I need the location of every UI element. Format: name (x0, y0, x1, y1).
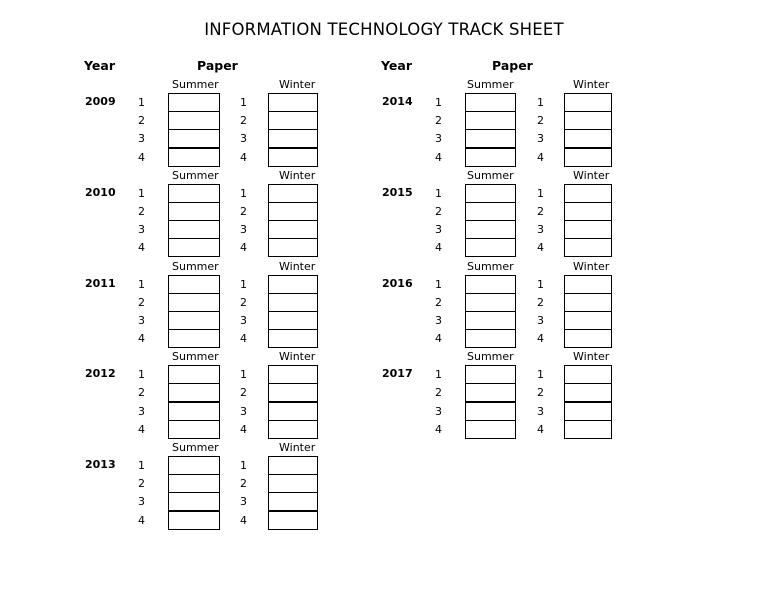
summer-paper-4-box[interactable] (168, 148, 220, 167)
year-section (381, 78, 631, 169)
summer-paper-4-box[interactable] (168, 511, 220, 530)
winter-paper-number: 2 (240, 114, 247, 128)
summer-paper-number: 1 (138, 368, 145, 382)
winter-paper-number: 1 (537, 277, 544, 291)
winter-paper-number: 3 (537, 223, 544, 237)
summer-paper-1-box[interactable] (465, 365, 516, 384)
year-label: 2013 (85, 458, 116, 471)
summer-paper-1-box[interactable] (465, 275, 516, 294)
winter-paper-number: 4 (240, 332, 247, 346)
year-section (84, 169, 334, 260)
summer-paper-number: 1 (435, 368, 442, 382)
summer-label: Summer (467, 78, 514, 91)
summer-paper-number: 3 (435, 313, 442, 327)
summer-paper-2-box[interactable] (168, 293, 220, 312)
summer-paper-1-box[interactable] (168, 93, 220, 112)
summer-label: Summer (467, 350, 514, 364)
winter-paper-3-box[interactable] (564, 129, 612, 148)
winter-paper-1-box[interactable] (564, 275, 612, 294)
summer-label: Summer (172, 350, 219, 364)
summer-label: Summer (172, 78, 219, 91)
summer-paper-2-box[interactable] (465, 383, 516, 402)
summer-paper-number: 3 (138, 313, 145, 327)
year-label: 2009 (85, 95, 116, 108)
summer-paper-1-box[interactable] (465, 184, 516, 203)
winter-paper-number: 2 (240, 295, 247, 309)
summer-paper-number: 1 (138, 96, 145, 109)
winter-paper-number: 1 (537, 186, 544, 200)
summer-paper-number: 2 (435, 295, 442, 309)
year-header-right: Year (381, 58, 412, 73)
summer-paper-number: 4 (435, 241, 442, 255)
winter-paper-number: 4 (537, 422, 544, 436)
winter-paper-2-box[interactable] (268, 474, 318, 493)
winter-paper-1-box[interactable] (268, 275, 318, 294)
winter-paper-4-box[interactable] (564, 329, 612, 348)
winter-paper-2-box[interactable] (564, 202, 612, 221)
winter-paper-number: 3 (240, 404, 247, 418)
winter-label: Winter (573, 350, 610, 364)
winter-paper-number: 4 (240, 241, 247, 255)
winter-paper-2-box[interactable] (564, 383, 612, 402)
winter-paper-number: 4 (240, 150, 247, 164)
year-label: 2016 (382, 276, 413, 290)
summer-paper-number: 3 (138, 495, 145, 509)
winter-paper-number: 4 (537, 150, 544, 164)
summer-paper-number: 1 (138, 277, 145, 291)
winter-paper-4-box[interactable] (268, 420, 318, 439)
year-section (381, 169, 631, 260)
year-section (84, 350, 334, 441)
winter-label: Winter (279, 350, 316, 364)
winter-paper-number: 3 (537, 313, 544, 327)
summer-paper-3-box[interactable] (465, 129, 516, 148)
summer-paper-number: 2 (138, 204, 145, 218)
winter-paper-number: 1 (537, 96, 544, 109)
summer-paper-2-box[interactable] (465, 293, 516, 312)
winter-paper-number: 1 (240, 96, 247, 109)
summer-label: Summer (172, 168, 219, 182)
page-title: INFORMATION TECHNOLOGY TRACK SHEET (204, 20, 564, 39)
winter-paper-2-box[interactable] (268, 202, 318, 221)
summer-paper-number: 4 (435, 150, 442, 164)
winter-paper-3-box[interactable] (268, 311, 318, 330)
winter-paper-1-box[interactable] (564, 184, 612, 203)
summer-label: Summer (172, 259, 219, 273)
summer-paper-number: 3 (138, 223, 145, 237)
summer-paper-3-box[interactable] (168, 311, 220, 330)
winter-paper-number: 3 (240, 313, 247, 327)
summer-paper-2-box[interactable] (465, 202, 516, 221)
winter-paper-4-box[interactable] (564, 238, 612, 257)
summer-paper-4-box[interactable] (168, 420, 220, 439)
winter-paper-number: 4 (537, 241, 544, 255)
paper-header-left: Paper (197, 58, 238, 73)
winter-paper-number: 2 (537, 386, 544, 400)
summer-paper-3-box[interactable] (465, 311, 516, 330)
summer-paper-number: 4 (138, 422, 145, 436)
summer-paper-number: 4 (138, 150, 145, 164)
winter-paper-number: 3 (537, 132, 544, 146)
summer-paper-number: 2 (435, 204, 442, 218)
winter-paper-number: 2 (240, 477, 247, 491)
summer-paper-4-box[interactable] (168, 329, 220, 348)
winter-paper-2-box[interactable] (268, 293, 318, 312)
winter-paper-3-box[interactable] (564, 220, 612, 239)
winter-paper-2-box[interactable] (564, 111, 612, 130)
winter-label: Winter (279, 168, 316, 182)
winter-paper-number: 1 (537, 368, 544, 382)
summer-paper-3-box[interactable] (168, 129, 220, 148)
summer-paper-number: 4 (138, 241, 145, 255)
year-label: 2010 (85, 185, 116, 199)
summer-paper-2-box[interactable] (168, 202, 220, 221)
summer-paper-4-box[interactable] (465, 329, 516, 348)
winter-paper-number: 1 (240, 186, 247, 200)
summer-paper-number: 4 (138, 332, 145, 346)
summer-paper-number: 2 (138, 386, 145, 400)
summer-paper-4-box[interactable] (465, 238, 516, 257)
summer-paper-number: 4 (435, 332, 442, 346)
year-section (381, 260, 631, 351)
year-label: 2014 (382, 95, 413, 108)
winter-paper-4-box[interactable] (268, 148, 318, 167)
summer-paper-number: 2 (435, 386, 442, 400)
summer-paper-number: 1 (435, 277, 442, 291)
summer-paper-number: 1 (435, 96, 442, 109)
summer-paper-number: 1 (435, 186, 442, 200)
winter-paper-number: 3 (240, 223, 247, 237)
winter-paper-2-box[interactable] (564, 293, 612, 312)
year-section (84, 260, 334, 351)
summer-paper-number: 3 (435, 132, 442, 146)
summer-paper-3-box[interactable] (465, 220, 516, 239)
winter-paper-number: 2 (240, 386, 247, 400)
summer-paper-1-box[interactable] (168, 184, 220, 203)
summer-paper-number: 1 (138, 186, 145, 200)
winter-paper-4-box[interactable] (268, 238, 318, 257)
summer-label: Summer (467, 259, 514, 273)
winter-paper-2-box[interactable] (268, 111, 318, 130)
paper-header-right: Paper (492, 58, 533, 73)
summer-paper-3-box[interactable] (168, 402, 220, 421)
winter-label: Winter (573, 168, 610, 182)
winter-paper-number: 2 (537, 204, 544, 218)
summer-paper-4-box[interactable] (168, 238, 220, 257)
summer-paper-1-box[interactable] (168, 275, 220, 294)
year-label: 2017 (382, 367, 413, 381)
winter-paper-1-box[interactable] (268, 456, 318, 475)
summer-paper-number: 3 (435, 404, 442, 418)
summer-paper-number: 2 (435, 114, 442, 128)
winter-paper-number: 4 (537, 332, 544, 346)
summer-paper-3-box[interactable] (465, 402, 516, 421)
winter-paper-number: 2 (537, 114, 544, 128)
winter-paper-number: 4 (240, 422, 247, 436)
summer-paper-number: 1 (138, 459, 145, 472)
summer-paper-1-box[interactable] (168, 365, 220, 384)
winter-paper-3-box[interactable] (564, 311, 612, 330)
year-label: 2011 (85, 276, 116, 290)
winter-paper-1-box[interactable] (268, 365, 318, 384)
summer-paper-number: 3 (435, 223, 442, 237)
winter-paper-4-box[interactable] (564, 148, 612, 167)
winter-label: Winter (279, 259, 316, 273)
winter-paper-number: 1 (240, 277, 247, 291)
summer-label: Summer (467, 168, 514, 182)
summer-paper-1-box[interactable] (465, 93, 516, 112)
winter-paper-1-box[interactable] (268, 93, 318, 112)
winter-paper-1-box[interactable] (268, 184, 318, 203)
year-header-left: Year (84, 58, 115, 73)
winter-paper-number: 3 (240, 495, 247, 509)
summer-paper-number: 4 (435, 422, 442, 436)
summer-paper-3-box[interactable] (168, 220, 220, 239)
winter-paper-number: 1 (240, 459, 247, 472)
summer-paper-number: 3 (138, 132, 145, 146)
summer-paper-number: 2 (138, 477, 145, 491)
winter-paper-1-box[interactable] (564, 365, 612, 384)
winter-paper-number: 3 (240, 132, 247, 146)
year-label: 2012 (85, 367, 116, 381)
summer-paper-number: 4 (138, 513, 145, 527)
year-section (84, 441, 334, 532)
summer-paper-1-box[interactable] (168, 456, 220, 475)
summer-paper-2-box[interactable] (168, 474, 220, 493)
winter-paper-number: 1 (240, 368, 247, 382)
summer-paper-2-box[interactable] (465, 111, 516, 130)
summer-label: Summer (172, 441, 219, 454)
summer-paper-4-box[interactable] (465, 420, 516, 439)
summer-paper-number: 3 (138, 404, 145, 418)
winter-paper-number: 4 (240, 513, 247, 527)
year-section (84, 78, 334, 169)
summer-paper-number: 2 (138, 295, 145, 309)
summer-paper-4-box[interactable] (465, 148, 516, 167)
winter-paper-4-box[interactable] (564, 420, 612, 439)
summer-paper-2-box[interactable] (168, 383, 220, 402)
year-label: 2015 (382, 185, 413, 199)
winter-paper-3-box[interactable] (268, 220, 318, 239)
winter-paper-3-box[interactable] (564, 402, 612, 421)
winter-label: Winter (573, 78, 610, 91)
year-section (381, 350, 631, 441)
summer-paper-2-box[interactable] (168, 111, 220, 130)
summer-paper-3-box[interactable] (168, 492, 220, 511)
winter-paper-4-box[interactable] (268, 329, 318, 348)
winter-paper-2-box[interactable] (268, 383, 318, 402)
winter-paper-4-box[interactable] (268, 511, 318, 530)
winter-paper-number: 3 (537, 404, 544, 418)
winter-paper-1-box[interactable] (564, 93, 612, 112)
winter-paper-3-box[interactable] (268, 492, 318, 511)
summer-paper-number: 2 (138, 114, 145, 128)
winter-paper-3-box[interactable] (268, 129, 318, 148)
winter-paper-number: 2 (240, 204, 247, 218)
winter-label: Winter (573, 259, 610, 273)
winter-paper-number: 2 (537, 295, 544, 309)
winter-label: Winter (279, 441, 316, 454)
winter-paper-3-box[interactable] (268, 402, 318, 421)
winter-label: Winter (279, 78, 316, 91)
